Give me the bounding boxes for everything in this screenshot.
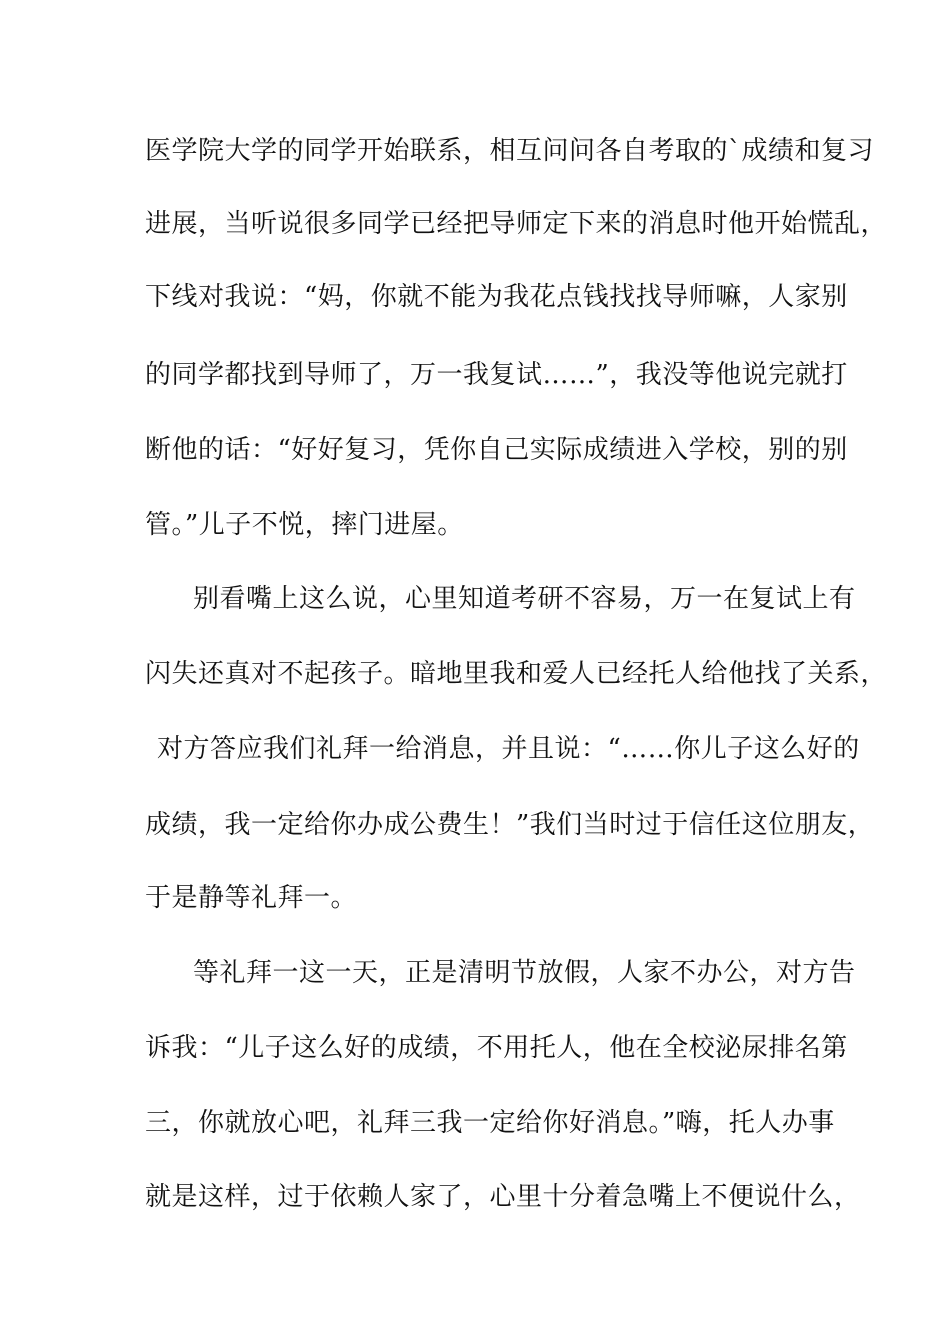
text-line: 下线对我说：“妈，你就不能为我花点钱找找导师嘛，人家别 bbox=[145, 282, 848, 312]
text-line: 诉我：“儿子这么好的成绩，不用托人，他在全校泌尿排名第 bbox=[145, 1033, 848, 1063]
paragraph-first-line: 别看嘴上这么说，心里知道考研不容易，万一在复试上有 bbox=[193, 584, 856, 614]
paragraph-first-line: 等礼拜一这一天，正是清明节放假，人家不办公，对方告 bbox=[193, 958, 856, 988]
text-line: 进展，当听说很多同学已经把导师定下来的消息时他开始慌乱， bbox=[145, 209, 888, 239]
text-line: 成绩，我一定给你办成公费生！”我们当时过于信任这位朋友， bbox=[145, 810, 875, 840]
text-line: 闪失还真对不起孩子。暗地里我和爱人已经托人给他找了关系， bbox=[145, 659, 888, 689]
text-line: 断他的话：“好好复习，凭你自己实际成绩进入学校，别的别 bbox=[145, 435, 848, 465]
text-line: 于是静等礼拜一。 bbox=[145, 883, 358, 913]
text-line: 的同学都找到导师了，万一我复试……”，我没等他说完就打 bbox=[145, 360, 848, 390]
text-line: 对方答应我们礼拜一给消息，并且说：“……你儿子这么好的 bbox=[157, 734, 860, 764]
text-line: 三，你就放心吧，礼拜三我一定给你好消息。”嗨，托人办事 bbox=[145, 1108, 835, 1138]
text-line: 医学院大学的同学开始联系，相互问问各自考取的`成绩和复习 bbox=[145, 136, 875, 166]
text-line: 就是这样，过于依赖人家了，心里十分着急嘴上不便说什么， bbox=[145, 1182, 861, 1212]
text-line: 管。”儿子不悦，摔门进屋。 bbox=[145, 510, 464, 540]
